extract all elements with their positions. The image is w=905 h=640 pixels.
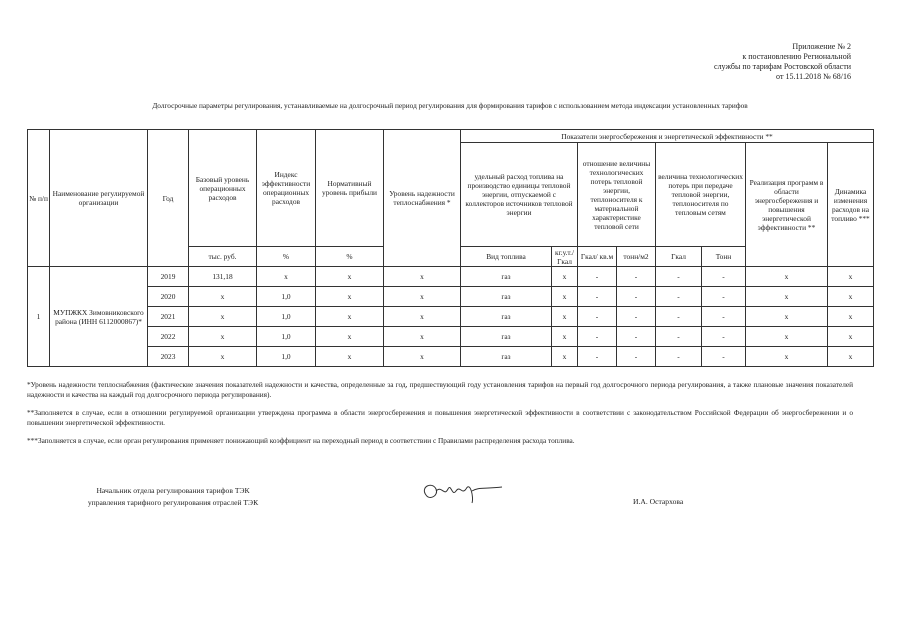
header-org: Наименование регулируемой организации — [50, 130, 148, 267]
table-row — [28, 267, 874, 287]
header-num: № п/п — [28, 130, 50, 267]
header-base: Базовый уровень операционных расходов — [189, 130, 257, 247]
cell-dynamics: х — [828, 287, 874, 307]
footnote-reliability: *Уровень надежности теплоснабжения (фактические значения показателей надежности и качества, определенные за год, предшествующий году установления тарифов на первый год долгосрочного периода регулирования, а также плановые значения показателей надежности и качества на каждый год долгосрочного периода регулирования). — [27, 380, 853, 399]
cell-base: х — [189, 307, 257, 327]
header-dynamics: Динамика изменения расходов на топливо *** — [828, 143, 874, 267]
cell-ratio-1: - — [578, 307, 617, 327]
unit-losses-1: Гкал — [656, 247, 702, 267]
cell-fuel: х — [552, 287, 578, 307]
table-row — [28, 347, 874, 367]
footnotes — [27, 380, 853, 454]
table-row — [28, 287, 874, 307]
cell-profit: х — [316, 307, 384, 327]
cell-reliability: х — [384, 287, 461, 307]
cell-fuel-type: газ — [461, 327, 552, 347]
org-name: МУПЖКХ Зимовниковского района (ИНН 6112000867)* — [50, 267, 148, 367]
cell-ratio-1: - — [578, 347, 617, 367]
unit-losses-2: Тонн — [702, 247, 746, 267]
appendix-line: Приложение № 2 — [792, 42, 851, 51]
header-index: Индекс эффективности операционных расходов — [257, 130, 316, 247]
appendix-line: к постановлению Региональной — [742, 52, 851, 61]
cell-program: х — [746, 307, 828, 327]
position-line: управления тарифного регулирования отраслей ТЭК — [87, 498, 259, 507]
cell-profit: х — [316, 327, 384, 347]
cell-fuel: х — [552, 327, 578, 347]
cell-reliability: х — [384, 307, 461, 327]
header-program: Реализация программ в области энергосбережения и повышения энергетической эффективности ** — [746, 143, 828, 267]
cell-ratio-2: - — [617, 327, 656, 347]
cell-ratio-2: - — [617, 287, 656, 307]
cell-dynamics: х — [828, 347, 874, 367]
cell-year: 2019 — [148, 267, 189, 287]
cell-losses-2: - — [702, 327, 746, 347]
cell-fuel-type: газ — [461, 267, 552, 287]
cell-index: 1,0 — [257, 347, 316, 367]
appendix-line: от 15.11.2018 № 68/16 — [776, 72, 851, 81]
cell-losses-1: - — [656, 327, 702, 347]
cell-year: 2020 — [148, 287, 189, 307]
parameters-table — [27, 129, 874, 367]
unit-ratio-1: Гкал/ кв.м — [578, 247, 617, 267]
cell-dynamics: х — [828, 327, 874, 347]
cell-reliability: х — [384, 327, 461, 347]
cell-ratio-1: - — [578, 327, 617, 347]
cell-index: 1,0 — [257, 307, 316, 327]
unit-ratio-2: тонн/м2 — [617, 247, 656, 267]
cell-profit: х — [316, 287, 384, 307]
unit-fuel-type: Вид топлива — [461, 247, 552, 267]
cell-program: х — [746, 287, 828, 307]
cell-reliability: х — [384, 267, 461, 287]
signatory-position — [58, 485, 288, 509]
cell-base: 131,18 — [189, 267, 257, 287]
cell-losses-2: - — [702, 347, 746, 367]
header-energy-group: Показатели энергосбережения и энергетической эффективности ** — [461, 130, 874, 143]
cell-index: 1,0 — [257, 327, 316, 347]
cell-program: х — [746, 327, 828, 347]
cell-dynamics: х — [828, 267, 874, 287]
unit-profit: % — [316, 247, 384, 267]
cell-losses-1: - — [656, 287, 702, 307]
unit-base: тыс. руб. — [189, 247, 257, 267]
table-row — [28, 307, 874, 327]
cell-fuel: х — [552, 307, 578, 327]
header-losses: величина технологических потерь при передаче тепловой энергии, теплоносителя по тепловым сетям — [656, 143, 746, 247]
cell-losses-1: - — [656, 267, 702, 287]
cell-base: х — [189, 327, 257, 347]
cell-reliability: х — [384, 347, 461, 367]
cell-ratio-2: - — [617, 307, 656, 327]
appendix-line: службы по тарифам Ростовской области — [714, 62, 851, 71]
header-fuel: удельный расход топлива на производство единицы тепловой энергии, отпускаемой с коллекторов источников тепловой энергии — [461, 143, 578, 247]
unit-fuel: кг.у.т./Гкал — [552, 247, 578, 267]
signatory-name: И.А. Остархова — [633, 497, 684, 506]
cell-profit: х — [316, 267, 384, 287]
cell-base: х — [189, 287, 257, 307]
footnote-energy-program: **Заполняется в случае, если в отношении регулируемой организации утверждена программа в области энергосбережения и повышения энергетической эффективности в соответствии с законодательством Российской Федерации об энергосбережении и о повышении энергетической эффективности. — [27, 408, 853, 427]
document-title: Долгосрочные параметры регулирования, устанавливаемые на долгосрочный период регулирования для формирования тарифов с использованием метода индексации установленных тарифов — [152, 101, 748, 110]
appendix-block — [621, 42, 851, 82]
header-year: Год — [148, 130, 189, 267]
header-row — [28, 130, 874, 143]
cell-program: х — [746, 347, 828, 367]
cell-ratio-1: - — [578, 267, 617, 287]
header-reliability: Уровень надежности теплоснабжения * — [384, 130, 461, 267]
cell-index: 1,0 — [257, 287, 316, 307]
cell-index: х — [257, 267, 316, 287]
cell-dynamics: х — [828, 307, 874, 327]
position-line: Начальник отдела регулирования тарифов ТЭК — [96, 486, 250, 495]
cell-year: 2021 — [148, 307, 189, 327]
unit-index: % — [257, 247, 316, 267]
cell-profit: х — [316, 347, 384, 367]
handwritten-signature — [418, 477, 508, 509]
cell-fuel-type: газ — [461, 347, 552, 367]
cell-losses-2: - — [702, 267, 746, 287]
cell-losses-1: - — [656, 307, 702, 327]
cell-losses-2: - — [702, 307, 746, 327]
cell-year: 2023 — [148, 347, 189, 367]
header-ratio: отношение величины технологических потерь тепловой энергии, теплоносителя к материальной характеристике тепловой сети — [578, 143, 656, 247]
footnote-fuel-dynamics: ***Заполняется в случае, если орган регулирования применяет понижающий коэффициент на переходный период в соответствии с Правилами распределения расхода топлива. — [27, 436, 575, 445]
table-row — [28, 327, 874, 347]
header-profit: Нормативный уровень прибыли — [316, 130, 384, 247]
org-number: 1 — [28, 267, 50, 367]
cell-year: 2022 — [148, 327, 189, 347]
cell-fuel: х — [552, 267, 578, 287]
cell-fuel-type: газ — [461, 307, 552, 327]
cell-ratio-1: - — [578, 287, 617, 307]
cell-ratio-2: - — [617, 267, 656, 287]
cell-fuel-type: газ — [461, 287, 552, 307]
cell-losses-2: - — [702, 287, 746, 307]
cell-ratio-2: - — [617, 347, 656, 367]
cell-base: х — [189, 347, 257, 367]
cell-program: х — [746, 267, 828, 287]
cell-fuel: х — [552, 347, 578, 367]
cell-losses-1: - — [656, 347, 702, 367]
